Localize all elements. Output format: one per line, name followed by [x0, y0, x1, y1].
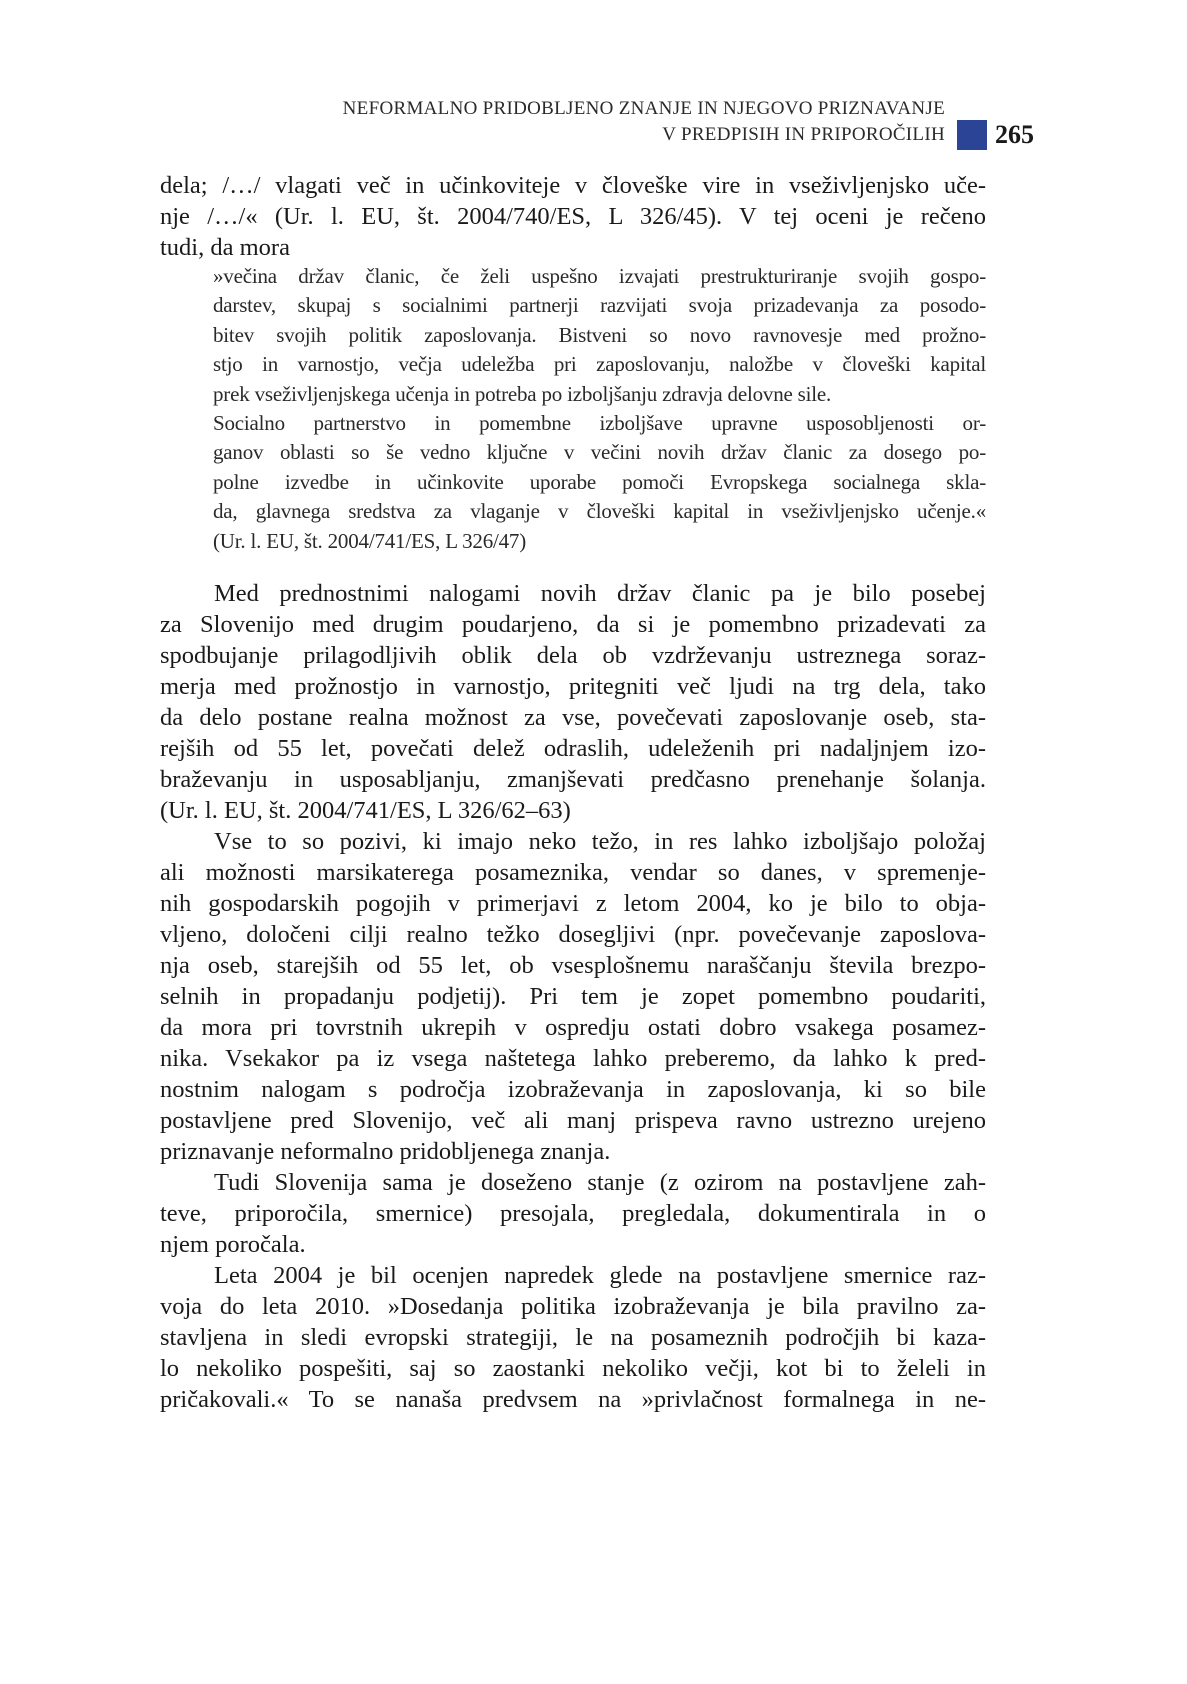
quote-line: »večina držav članic, če želi uspešno izvajati prestrukturiranje svojih gospo-	[213, 264, 986, 288]
text-line: pričakovali.« To se nanaša predvsem na »privlačnost formalnega in ne-	[160, 1386, 986, 1413]
text-line: Tudi Slovenija sama je doseženo stanje (z ozirom na postavljene zah-	[214, 1169, 986, 1196]
quote-line: polne izvedbe in učinkovite uporabe pomoči Evropskega socialnega skla-	[213, 469, 986, 494]
text-line: nje /…/« (Ur. l. EU, št. 2004/740/ES, L 326/45). V tej oceni je rečeno	[160, 203, 986, 230]
text-line: selnih in propadanju podjetij). Pri tem je zopet pomembno poudariti,	[160, 983, 986, 1010]
text-line: da mora pri tovrstnih ukrepih v ospredju ostati dobro vsakega posamez-	[160, 1014, 986, 1041]
text-line: (Ur. l. EU, št. 2004/741/ES, L 326/62–63)	[160, 797, 571, 824]
text-line: lo nekoliko pospešiti, saj so zaostanki nekoliko večji, kot bi to želeli in	[160, 1355, 986, 1382]
quote-line: da, glavnega sredstva za vlaganje v človeški kapital in vseživljenjsko učenje.«	[213, 499, 986, 524]
text-line: ali možnosti marsikaterega posameznika, vendar so danes, v spremenje-	[160, 859, 986, 886]
paragraph-slovenia	[160, 1167, 986, 1260]
text-line: vljeno, določeni cilji realno težko dosegljivi (npr. povečevanje zaposlova-	[160, 921, 986, 948]
block-quote	[213, 262, 986, 556]
text-line: tudi, da mora	[160, 234, 290, 261]
text-line: za Slovenijo med drugim poudarjeno, da si je pomembno prizadevati za	[160, 611, 986, 638]
quote-citation: (Ur. l. EU, št. 2004/741/ES, L 326/47)	[213, 528, 527, 553]
text-line: nika. Vsekakor pa iz vsega naštetega lahko preberemo, da lahko k pred-	[160, 1045, 986, 1072]
text-line: nih gospodarskih pogojih v primerjavi z letom 2004, ko je bilo to obja-	[160, 890, 986, 917]
quote-line: darstev, skupaj s socialnimi partnerji razvijati svoja prizadevanja za posodo-	[213, 293, 986, 318]
text-line: njem poročala.	[160, 1231, 306, 1258]
chapter-marker-square	[957, 120, 987, 150]
text-line: Med prednostnimi nalogami novih držav članic pa je bilo posebej	[214, 580, 986, 607]
quote-line: prek vseživljenjskega učenja in potreba po izboljšanju zdravja delovne sile.	[213, 381, 832, 406]
paragraph-2004	[160, 1260, 986, 1415]
quote-line: bitev svojih politik zaposlovanja. Bistveni so novo ravnovesje med prožno-	[213, 322, 986, 347]
text-line: braževanju in usposabljanju, zmanjševati predčasno prenehanje šolanja.	[160, 766, 986, 793]
text-line: stavljena in sledi evropski strategiji, le na posameznih področjih bi kaza-	[160, 1324, 986, 1351]
text-line: dela; /…/ vlagati več in učinkoviteje v človeške vire in vseživljenjsko uče-	[160, 172, 986, 199]
text-line: Vse to so pozivi, ki imajo neko težo, in res lahko izboljšajo položaj	[214, 828, 986, 855]
text-line: Leta 2004 je bil ocenjen napredek glede na postavljene smernice raz-	[214, 1262, 986, 1289]
text-line: da delo postane realna možnost za vse, povečevati zaposlovanje oseb, sta-	[160, 704, 986, 731]
text-line: nja oseb, starejših od 55 let, ob vsesplošnemu naraščanju števila brezpo-	[160, 952, 986, 979]
text-line: postavljene pred Slovenijo, več ali manj prispeva ravno ustrezno urejeno	[160, 1107, 986, 1134]
page-number: 265	[995, 120, 1034, 149]
paragraph-priorities	[160, 578, 986, 826]
text-line: rejših od 55 let, povečati delež odraslih, udeleženih pri nadaljnjem izo-	[160, 735, 986, 762]
running-header	[200, 96, 945, 148]
running-title-line-2: V PREDPISIH IN PRIPOROČILIH	[662, 124, 945, 145]
running-title-line-1: NEFORMALNO PRIDOBLJENO ZNANJE IN NJEGOVO PRIZNAVANJE	[342, 98, 945, 119]
quote-line: stjo in varnostjo, večja udeležba pri zaposlovanju, naložbe v človeški kapital	[213, 352, 986, 377]
text-line: merja med prožnostjo in varnostjo, pritegniti več ljudi na trg dela, tako	[160, 673, 986, 700]
text-line: priznavanje neformalno pridobljenega znanja.	[160, 1138, 611, 1165]
text-line: voja do leta 2010. »Dosedanja politika izobraževanja je bila pravilno za-	[160, 1293, 986, 1320]
text-line: spodbujanje prilagodljivih oblik dela ob vzdrževanju ustreznega soraz-	[160, 642, 986, 669]
quote-line: Socialno partnerstvo in pomembne izboljšave upravne usposobljenosti or-	[213, 410, 986, 435]
text-line: nostnim nalogam s področja izobraževanja in zaposlovanja, ki so bile	[160, 1076, 986, 1103]
text-line: teve, priporočila, smernice) presojala, pregledala, dokumentirala in o	[160, 1200, 986, 1227]
paragraph-intro	[160, 170, 986, 263]
quote-line: ganov oblasti so še vedno ključne v večini novih držav članic za dosego po-	[213, 440, 986, 465]
paragraph-calls	[160, 826, 986, 1167]
